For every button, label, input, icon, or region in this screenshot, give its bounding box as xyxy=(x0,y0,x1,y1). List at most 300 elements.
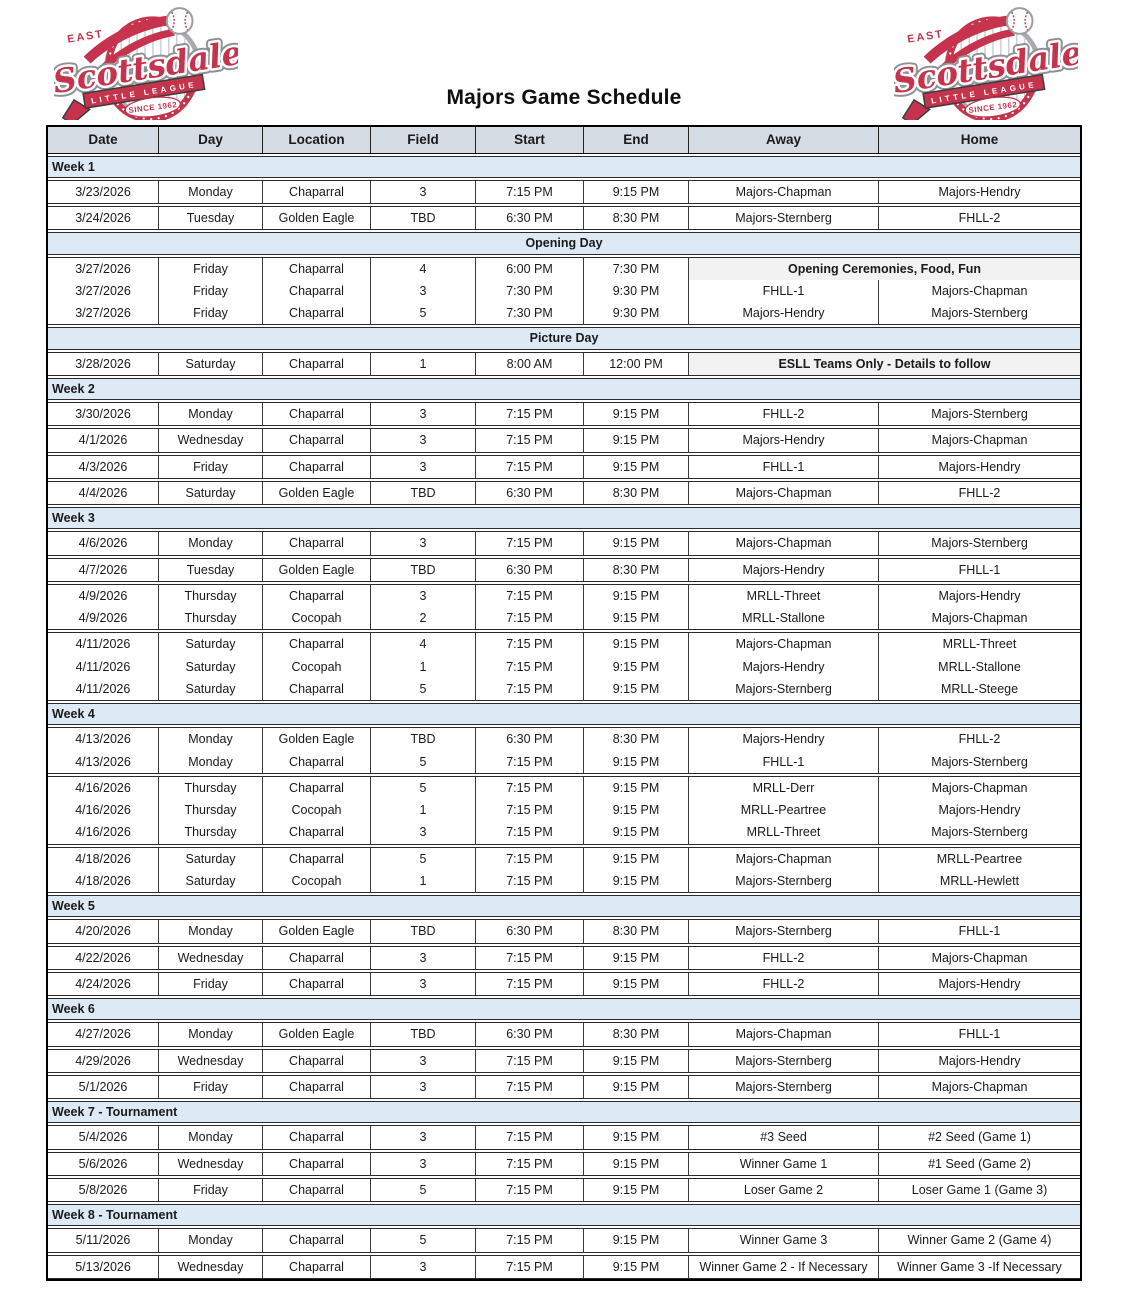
cell-away: MRLL-Threet xyxy=(689,821,879,843)
cell-field: 3 xyxy=(371,1126,476,1148)
cell-day: Tuesday xyxy=(159,559,263,581)
cell-location: Chaparral xyxy=(263,302,371,324)
cell-end: 9:15 PM xyxy=(584,1050,689,1072)
cell-start: 7:15 PM xyxy=(476,848,584,870)
cell-day: Wednesday xyxy=(159,1256,263,1278)
cell-date: 3/24/2026 xyxy=(48,207,159,229)
cell-location: Chaparral xyxy=(263,848,371,870)
cell-day: Friday xyxy=(159,302,263,324)
cell-home: Winner Game 2 (Game 4) xyxy=(907,1233,1052,1248)
game-row xyxy=(48,353,1080,375)
cell-start: 7:15 PM xyxy=(476,947,584,969)
cell-end: 8:30 PM xyxy=(584,482,689,504)
cell-field: 2 xyxy=(371,607,476,629)
cell-start: 7:15 PM xyxy=(476,532,584,554)
game-group xyxy=(48,919,1080,943)
cell-field: 5 xyxy=(371,302,476,324)
cell-date: 4/4/2026 xyxy=(48,482,159,504)
cell-field: 1 xyxy=(371,799,476,821)
game-group xyxy=(48,1049,1080,1073)
cell-end: 9:15 PM xyxy=(584,947,689,969)
game-row xyxy=(48,751,1080,773)
cell-location: Chaparral xyxy=(263,429,371,451)
cell-location: Golden Eagle xyxy=(263,728,371,750)
game-row xyxy=(48,1229,1080,1251)
cell-date: 3/28/2026 xyxy=(48,353,159,375)
cell-away: Winner Game 1 xyxy=(689,1153,879,1175)
cell-field: 3 xyxy=(371,585,476,607)
cell-location: Chaparral xyxy=(263,751,371,773)
cell-start: 7:30 PM xyxy=(476,302,584,324)
cell-away: Majors-Sternberg xyxy=(689,870,879,892)
cell-start: 7:15 PM xyxy=(476,821,584,843)
cell-home: Majors-Sternberg xyxy=(931,536,1028,551)
cell-end: 9:15 PM xyxy=(584,403,689,425)
cell-end: 9:15 PM xyxy=(584,1229,689,1251)
cell-day: Monday xyxy=(159,181,263,203)
cell-merged-note: ESLL Teams Only - Details to follow xyxy=(689,353,1080,375)
cell-field: TBD xyxy=(371,207,476,229)
cell-end: 8:30 PM xyxy=(584,920,689,942)
cell-away: Majors-Chapman xyxy=(689,848,879,870)
cell-date: 4/6/2026 xyxy=(48,532,159,554)
cell-field: 3 xyxy=(371,947,476,969)
cell-end: 9:30 PM xyxy=(584,280,689,302)
game-row xyxy=(48,1256,1080,1278)
cell-end: 8:30 PM xyxy=(584,559,689,581)
cell-home: Majors-Sternberg xyxy=(931,754,1028,769)
cell-away: Winner Game 2 - If Necessary xyxy=(689,1256,879,1278)
game-group xyxy=(48,776,1080,845)
cell-home: Majors-Chapman xyxy=(931,780,1028,795)
cell-date: 4/7/2026 xyxy=(48,559,159,581)
cell-date: 4/20/2026 xyxy=(48,920,159,942)
game-group xyxy=(48,1022,1080,1046)
cell-date: 3/23/2026 xyxy=(48,181,159,203)
cell-field: 3 xyxy=(371,429,476,451)
cell-field: 5 xyxy=(371,751,476,773)
cell-field: 5 xyxy=(371,848,476,870)
game-row xyxy=(48,1076,1080,1098)
cell-day: Monday xyxy=(159,1126,263,1148)
cell-away: Majors-Chapman xyxy=(689,1023,879,1045)
cell-date: 5/11/2026 xyxy=(48,1229,159,1251)
game-group xyxy=(48,972,1080,996)
cell-away: Winner Game 3 xyxy=(689,1229,879,1251)
game-row xyxy=(48,280,1080,302)
cell-day: Friday xyxy=(159,280,263,302)
cell-field: 5 xyxy=(371,678,476,700)
cell-date: 5/6/2026 xyxy=(48,1153,159,1175)
cell-home: Majors-Hendry xyxy=(938,184,1021,199)
cell-home: Majors-Hendry xyxy=(938,803,1021,818)
cell-date: 4/16/2026 xyxy=(48,777,159,799)
cell-home: Winner Game 3 -If Necessary xyxy=(897,1259,1062,1274)
column-header-date: Date xyxy=(48,127,159,153)
table-header-row xyxy=(48,127,1080,154)
cell-end: 9:15 PM xyxy=(584,973,689,995)
cell-day: Saturday xyxy=(159,633,263,655)
cell-field: TBD xyxy=(371,920,476,942)
cell-day: Friday xyxy=(159,258,263,280)
game-group xyxy=(48,727,1080,774)
cell-away: Majors-Hendry xyxy=(689,559,879,581)
cell-field: 3 xyxy=(371,181,476,203)
cell-end: 9:15 PM xyxy=(584,799,689,821)
cell-location: Chaparral xyxy=(263,1076,371,1098)
cell-location: Chaparral xyxy=(263,821,371,843)
cell-location: Golden Eagle xyxy=(263,920,371,942)
column-header-start: Start xyxy=(476,127,584,153)
cell-start: 7:30 PM xyxy=(476,280,584,302)
game-row xyxy=(48,1023,1080,1045)
cell-field: 3 xyxy=(371,821,476,843)
cell-start: 7:15 PM xyxy=(476,1050,584,1072)
cell-end: 9:15 PM xyxy=(584,656,689,678)
cell-day: Wednesday xyxy=(159,1153,263,1175)
cell-end: 9:15 PM xyxy=(584,181,689,203)
cell-field: 1 xyxy=(371,656,476,678)
cell-day: Friday xyxy=(159,1179,263,1201)
cell-location: Chaparral xyxy=(263,532,371,554)
cell-date: 3/27/2026 xyxy=(48,302,159,324)
cell-location: Chaparral xyxy=(263,947,371,969)
game-group xyxy=(48,481,1080,505)
game-group xyxy=(48,558,1080,582)
cell-end: 9:15 PM xyxy=(584,607,689,629)
game-group xyxy=(48,257,1080,326)
section-band: Opening Day xyxy=(48,232,1080,254)
cell-location: Chaparral xyxy=(263,1256,371,1278)
cell-location: Golden Eagle xyxy=(263,559,371,581)
cell-field: 3 xyxy=(371,456,476,478)
section-band: Week 6 xyxy=(48,998,1080,1020)
game-row xyxy=(48,482,1080,504)
cell-day: Monday xyxy=(159,403,263,425)
cell-date: 4/11/2026 xyxy=(48,678,159,700)
game-row xyxy=(48,678,1080,700)
game-group xyxy=(48,531,1080,555)
cell-day: Thursday xyxy=(159,585,263,607)
cell-location: Chaparral xyxy=(263,353,371,375)
game-group xyxy=(48,455,1080,479)
cell-field: TBD xyxy=(371,728,476,750)
cell-away: Majors-Chapman xyxy=(689,482,879,504)
cell-end: 9:15 PM xyxy=(584,848,689,870)
game-row xyxy=(48,1179,1080,1201)
game-row xyxy=(48,429,1080,451)
cell-field: 3 xyxy=(371,1076,476,1098)
cell-field: 3 xyxy=(371,973,476,995)
game-row xyxy=(48,258,1080,280)
cell-field: 1 xyxy=(371,870,476,892)
cell-home: #1 Seed (Game 2) xyxy=(928,1156,1031,1171)
cell-location: Cocopah xyxy=(263,607,371,629)
cell-home: Majors-Chapman xyxy=(931,283,1028,298)
cell-start: 7:15 PM xyxy=(476,1153,584,1175)
game-group xyxy=(48,1152,1080,1176)
cell-day: Wednesday xyxy=(159,1050,263,1072)
cell-field: 3 xyxy=(371,403,476,425)
cell-end: 12:00 PM xyxy=(584,353,689,375)
cell-end: 8:30 PM xyxy=(584,728,689,750)
cell-date: 4/3/2026 xyxy=(48,456,159,478)
cell-day: Monday xyxy=(159,751,263,773)
cell-date: 4/13/2026 xyxy=(48,728,159,750)
cell-start: 7:15 PM xyxy=(476,1229,584,1251)
cell-end: 9:15 PM xyxy=(584,1076,689,1098)
cell-away: FHLL-1 xyxy=(689,751,879,773)
game-group xyxy=(48,584,1080,631)
cell-start: 7:15 PM xyxy=(476,633,584,655)
game-group xyxy=(48,206,1080,230)
section-band: Week 4 xyxy=(48,703,1080,725)
game-group xyxy=(48,180,1080,204)
cell-day: Thursday xyxy=(159,777,263,799)
cell-start: 7:15 PM xyxy=(476,181,584,203)
cell-field: 3 xyxy=(371,1153,476,1175)
cell-date: 4/13/2026 xyxy=(48,751,159,773)
cell-away: MRLL-Peartree xyxy=(689,799,879,821)
cell-start: 6:30 PM xyxy=(476,482,584,504)
cell-date: 3/27/2026 xyxy=(48,258,159,280)
cell-end: 9:15 PM xyxy=(584,1256,689,1278)
cell-location: Golden Eagle xyxy=(263,207,371,229)
cell-start: 8:00 AM xyxy=(476,353,584,375)
cell-away: MRLL-Derr xyxy=(689,777,879,799)
cell-date: 5/1/2026 xyxy=(48,1076,159,1098)
game-row xyxy=(48,799,1080,821)
cell-date: 4/9/2026 xyxy=(48,607,159,629)
cell-start: 7:15 PM xyxy=(476,607,584,629)
cell-day: Monday xyxy=(159,728,263,750)
cell-end: 9:15 PM xyxy=(584,532,689,554)
cell-day: Friday xyxy=(159,1076,263,1098)
section-band: Week 3 xyxy=(48,507,1080,529)
cell-day: Saturday xyxy=(159,482,263,504)
game-row xyxy=(48,585,1080,607)
cell-start: 7:15 PM xyxy=(476,751,584,773)
cell-location: Cocopah xyxy=(263,656,371,678)
cell-location: Chaparral xyxy=(263,777,371,799)
column-header-location: Location xyxy=(263,127,371,153)
cell-end: 7:30 PM xyxy=(584,258,689,280)
cell-date: 4/22/2026 xyxy=(48,947,159,969)
cell-date: 4/1/2026 xyxy=(48,429,159,451)
game-group xyxy=(48,1228,1080,1252)
cell-home: FHLL-2 xyxy=(958,732,1001,747)
cell-field: 3 xyxy=(371,1050,476,1072)
cell-location: Chaparral xyxy=(263,280,371,302)
cell-start: 7:15 PM xyxy=(476,1126,584,1148)
cell-home: Majors-Hendry xyxy=(938,588,1021,603)
cell-home: Majors-Sternberg xyxy=(931,825,1028,840)
cell-field: 1 xyxy=(371,353,476,375)
cell-away: Majors-Sternberg xyxy=(689,678,879,700)
game-row xyxy=(48,403,1080,425)
cell-day: Monday xyxy=(159,920,263,942)
cell-location: Chaparral xyxy=(263,633,371,655)
cell-away: Majors-Hendry xyxy=(689,302,879,324)
cell-day: Friday xyxy=(159,456,263,478)
cell-home: Majors-Chapman xyxy=(931,950,1028,965)
cell-end: 9:15 PM xyxy=(584,429,689,451)
cell-end: 9:15 PM xyxy=(584,777,689,799)
cell-home: FHLL-1 xyxy=(958,1027,1001,1042)
cell-home: #2 Seed (Game 1) xyxy=(928,1130,1031,1145)
cell-start: 7:15 PM xyxy=(476,403,584,425)
section-band: Picture Day xyxy=(48,327,1080,349)
cell-location: Chaparral xyxy=(263,1179,371,1201)
cell-location: Chaparral xyxy=(263,1050,371,1072)
cell-field: 4 xyxy=(371,633,476,655)
cell-home: Majors-Hendry xyxy=(938,976,1021,991)
cell-end: 8:30 PM xyxy=(584,207,689,229)
cell-date: 4/16/2026 xyxy=(48,821,159,843)
cell-date: 4/18/2026 xyxy=(48,870,159,892)
cell-home: Majors-Chapman xyxy=(931,1079,1028,1094)
cell-day: Friday xyxy=(159,973,263,995)
cell-away: Majors-Chapman xyxy=(689,532,879,554)
cell-day: Saturday xyxy=(159,656,263,678)
game-row xyxy=(48,1153,1080,1175)
cell-end: 9:15 PM xyxy=(584,585,689,607)
game-group xyxy=(48,632,1080,701)
cell-field: 5 xyxy=(371,1179,476,1201)
cell-start: 7:15 PM xyxy=(476,870,584,892)
cell-home: MRLL-Peartree xyxy=(936,851,1023,866)
game-group xyxy=(48,1075,1080,1099)
cell-day: Monday xyxy=(159,532,263,554)
cell-day: Monday xyxy=(159,1023,263,1045)
game-row xyxy=(48,1050,1080,1072)
cell-day: Wednesday xyxy=(159,429,263,451)
cell-start: 7:15 PM xyxy=(476,429,584,451)
cell-location: Chaparral xyxy=(263,1153,371,1175)
cell-start: 6:30 PM xyxy=(476,728,584,750)
cell-field: 3 xyxy=(371,280,476,302)
cell-away: Majors-Chapman xyxy=(689,633,879,655)
cell-home: Loser Game 1 (Game 3) xyxy=(911,1182,1048,1197)
cell-away: FHLL-1 xyxy=(689,456,879,478)
cell-field: 4 xyxy=(371,258,476,280)
cell-home: FHLL-2 xyxy=(958,485,1001,500)
cell-location: Chaparral xyxy=(263,403,371,425)
cell-away: FHLL-2 xyxy=(689,403,879,425)
cell-start: 7:15 PM xyxy=(476,1256,584,1278)
game-row xyxy=(48,920,1080,942)
cell-start: 7:15 PM xyxy=(476,678,584,700)
cell-away: Majors-Sternberg xyxy=(689,207,879,229)
cell-away: FHLL-1 xyxy=(689,280,879,302)
cell-date: 4/27/2026 xyxy=(48,1023,159,1045)
cell-away: Majors-Hendry xyxy=(689,429,879,451)
schedule-table xyxy=(46,125,1082,1281)
cell-location: Chaparral xyxy=(263,1229,371,1251)
game-group xyxy=(48,352,1080,376)
game-row xyxy=(48,947,1080,969)
column-header-end: End xyxy=(584,127,689,153)
game-group xyxy=(48,1178,1080,1202)
cell-date: 4/11/2026 xyxy=(48,633,159,655)
cell-field: TBD xyxy=(371,482,476,504)
cell-location: Chaparral xyxy=(263,973,371,995)
game-row xyxy=(48,559,1080,581)
cell-end: 9:15 PM xyxy=(584,821,689,843)
cell-field: 3 xyxy=(371,1256,476,1278)
cell-end: 9:15 PM xyxy=(584,1153,689,1175)
cell-away: Majors-Hendry xyxy=(689,728,879,750)
game-group xyxy=(48,946,1080,970)
cell-day: Thursday xyxy=(159,821,263,843)
cell-start: 6:00 PM xyxy=(476,258,584,280)
game-row xyxy=(48,633,1080,655)
game-row xyxy=(48,728,1080,750)
cell-day: Monday xyxy=(159,1229,263,1251)
game-row xyxy=(48,302,1080,324)
cell-date: 4/9/2026 xyxy=(48,585,159,607)
cell-home: MRLL-Hewlett xyxy=(939,873,1020,888)
game-group xyxy=(48,402,1080,426)
game-row xyxy=(48,821,1080,843)
game-group xyxy=(48,1125,1080,1149)
section-band: Week 7 - Tournament xyxy=(48,1101,1080,1123)
cell-start: 7:15 PM xyxy=(476,1076,584,1098)
cell-home: MRLL-Stallone xyxy=(938,659,1021,674)
cell-start: 7:15 PM xyxy=(476,777,584,799)
cell-location: Golden Eagle xyxy=(263,1023,371,1045)
cell-day: Thursday xyxy=(159,799,263,821)
cell-end: 9:15 PM xyxy=(584,870,689,892)
cell-day: Saturday xyxy=(159,870,263,892)
cell-start: 7:15 PM xyxy=(476,456,584,478)
cell-date: 5/13/2026 xyxy=(48,1256,159,1278)
game-group xyxy=(48,1255,1080,1279)
cell-home: Majors-Hendry xyxy=(938,459,1021,474)
cell-field: 3 xyxy=(371,532,476,554)
cell-day: Thursday xyxy=(159,607,263,629)
cell-away: Majors-Sternberg xyxy=(689,920,879,942)
cell-day: Saturday xyxy=(159,678,263,700)
cell-home: FHLL-1 xyxy=(958,562,1001,577)
cell-end: 9:15 PM xyxy=(584,633,689,655)
cell-date: 5/4/2026 xyxy=(48,1126,159,1148)
cell-home: FHLL-2 xyxy=(958,211,1001,226)
cell-location: Chaparral xyxy=(263,456,371,478)
cell-home: MRLL-Threet xyxy=(942,637,1017,652)
cell-date: 3/27/2026 xyxy=(48,280,159,302)
cell-date: 5/8/2026 xyxy=(48,1179,159,1201)
page-header xyxy=(0,0,1128,124)
game-row xyxy=(48,207,1080,229)
cell-away: Majors-Hendry xyxy=(689,656,879,678)
game-row xyxy=(48,656,1080,678)
cell-away: FHLL-2 xyxy=(689,973,879,995)
section-band: Week 5 xyxy=(48,895,1080,917)
cell-end: 9:15 PM xyxy=(584,456,689,478)
cell-location: Golden Eagle xyxy=(263,482,371,504)
game-group xyxy=(48,847,1080,894)
cell-field: TBD xyxy=(371,1023,476,1045)
game-row xyxy=(48,1126,1080,1148)
game-row xyxy=(48,181,1080,203)
cell-start: 7:15 PM xyxy=(476,585,584,607)
cell-home: MRLL-Steege xyxy=(940,681,1019,696)
cell-away: Majors-Chapman xyxy=(689,181,879,203)
section-band: Week 2 xyxy=(48,378,1080,400)
cell-field: 5 xyxy=(371,777,476,799)
game-row xyxy=(48,848,1080,870)
